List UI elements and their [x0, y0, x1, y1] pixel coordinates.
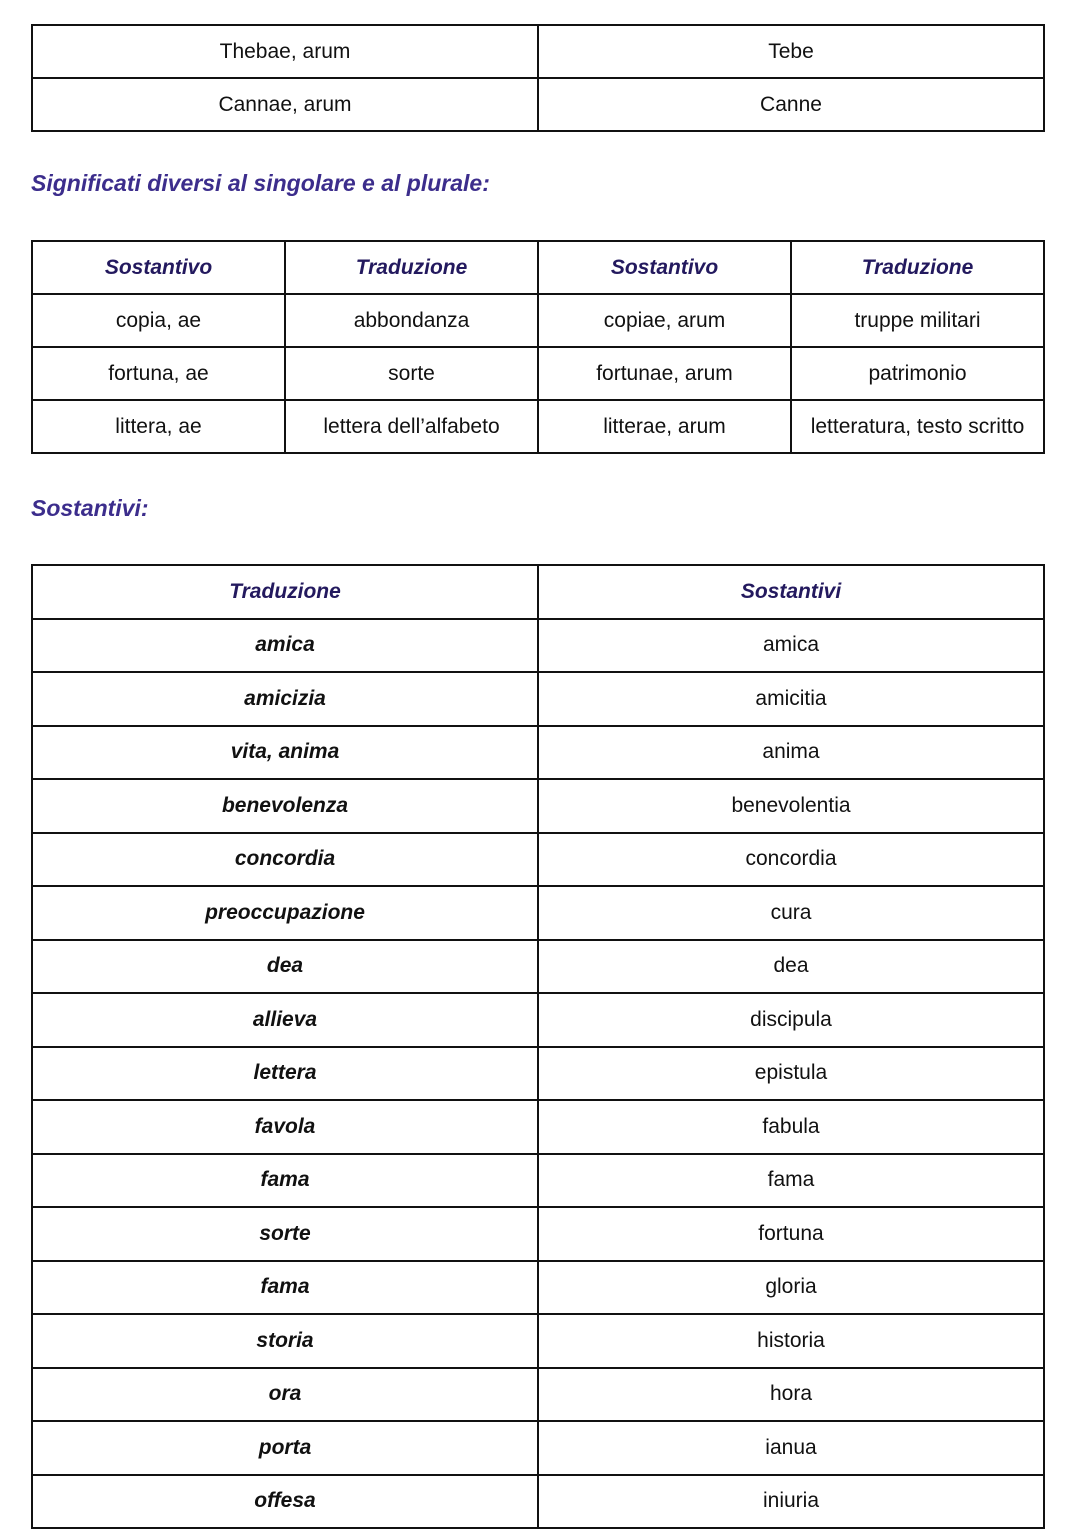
plural-noun-cell: copiae, arum — [538, 294, 791, 347]
latin-noun-cell: Cannae, arum — [32, 78, 538, 131]
latin-noun-cell: fabula — [538, 1100, 1044, 1154]
plural-noun-cell: litterae, arum — [538, 400, 791, 453]
table-row — [32, 1207, 1044, 1261]
table-row — [32, 347, 1044, 400]
table-row — [32, 1100, 1044, 1154]
nouns-table — [31, 564, 1045, 1529]
translation-cell: fama — [32, 1261, 538, 1315]
latin-noun-cell: benevolentia — [538, 779, 1044, 833]
singular-translation-cell: abbondanza — [285, 294, 538, 347]
table-row — [32, 294, 1044, 347]
table-row — [32, 400, 1044, 453]
header-row — [32, 565, 1044, 619]
translation-cell: favola — [32, 1100, 538, 1154]
latin-noun-cell: cura — [538, 886, 1044, 940]
singular-noun-cell: fortuna, ae — [32, 347, 285, 400]
table-row — [32, 78, 1044, 131]
latin-noun-cell: Thebae, arum — [32, 25, 538, 78]
translation-cell: preoccupazione — [32, 886, 538, 940]
column-header: Sostantivo — [538, 241, 791, 294]
column-header: Sostantivo — [32, 241, 285, 294]
table-row — [32, 833, 1044, 887]
translation-cell: porta — [32, 1421, 538, 1475]
translation-cell: offesa — [32, 1475, 538, 1529]
table-row — [32, 1314, 1044, 1368]
latin-noun-cell: iniuria — [538, 1475, 1044, 1529]
singular-translation-cell: sorte — [285, 347, 538, 400]
singular-noun-cell: littera, ae — [32, 400, 285, 453]
latin-noun-cell: amicitia — [538, 672, 1044, 726]
table-row — [32, 619, 1044, 673]
translation-cell: amica — [32, 619, 538, 673]
latin-noun-cell: gloria — [538, 1261, 1044, 1315]
table-row — [32, 672, 1044, 726]
latin-noun-cell: dea — [538, 940, 1044, 994]
column-header: Sostantivi — [538, 565, 1044, 619]
latin-noun-cell: fortuna — [538, 1207, 1044, 1261]
column-header: Traduzione — [791, 241, 1044, 294]
plural-noun-cell: fortunae, arum — [538, 347, 791, 400]
translation-cell: benevolenza — [32, 779, 538, 833]
translation-cell: sorte — [32, 1207, 538, 1261]
header-row — [32, 241, 1044, 294]
latin-noun-cell: hora — [538, 1368, 1044, 1422]
plural-translation-cell: patrimonio — [791, 347, 1044, 400]
table-row — [32, 1154, 1044, 1208]
latin-noun-cell: historia — [538, 1314, 1044, 1368]
latin-noun-cell: ianua — [538, 1421, 1044, 1475]
table-row — [32, 779, 1044, 833]
section-heading-nouns: Sostantivi: — [31, 495, 149, 521]
singular-noun-cell: copia, ae — [32, 294, 285, 347]
translation-cell: concordia — [32, 833, 538, 887]
table-row — [32, 726, 1044, 780]
table-row — [32, 1261, 1044, 1315]
different-meanings-table — [31, 240, 1045, 454]
table-row — [32, 886, 1044, 940]
singular-translation-cell: lettera dell’alfabeto — [285, 400, 538, 453]
latin-noun-cell: anima — [538, 726, 1044, 780]
table-row — [32, 1368, 1044, 1422]
translation-cell: vita, anima — [32, 726, 538, 780]
plural-translation-cell: letteratura, testo scritto — [791, 400, 1044, 453]
section-heading-different-meanings: Significati diversi al singolare e al plurale: — [31, 170, 490, 196]
table-row — [32, 1421, 1044, 1475]
translation-cell: dea — [32, 940, 538, 994]
cities-table — [31, 24, 1045, 132]
translation-cell: storia — [32, 1314, 538, 1368]
translation-cell: fama — [32, 1154, 538, 1208]
table-row — [32, 1047, 1044, 1101]
latin-noun-cell: concordia — [538, 833, 1044, 887]
table-row — [32, 993, 1044, 1047]
plural-translation-cell: truppe militari — [791, 294, 1044, 347]
table-row — [32, 25, 1044, 78]
translation-cell: ora — [32, 1368, 538, 1422]
latin-noun-cell: amica — [538, 619, 1044, 673]
column-header: Traduzione — [285, 241, 538, 294]
translation-cell: amicizia — [32, 672, 538, 726]
column-header: Traduzione — [32, 565, 538, 619]
table-row — [32, 940, 1044, 994]
latin-noun-cell: discipula — [538, 993, 1044, 1047]
latin-noun-cell: epistula — [538, 1047, 1044, 1101]
table-row — [32, 1475, 1044, 1529]
latin-noun-cell: fama — [538, 1154, 1044, 1208]
translation-cell: Canne — [538, 78, 1044, 131]
translation-cell: allieva — [32, 993, 538, 1047]
translation-cell: Tebe — [538, 25, 1044, 78]
nouns-table-body — [32, 619, 1044, 1529]
translation-cell: lettera — [32, 1047, 538, 1101]
